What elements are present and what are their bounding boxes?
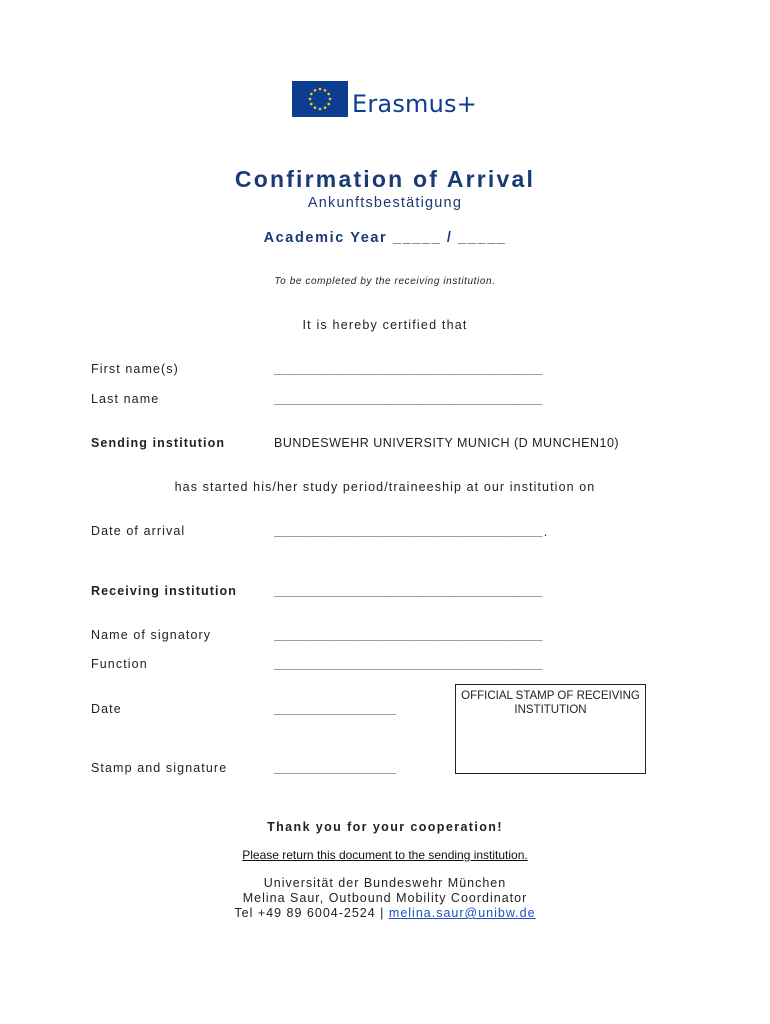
academic-year: Academic Year _____ / _____: [263, 230, 507, 246]
date-label: Date: [91, 702, 122, 716]
signatory-name-field[interactable]: ____________________________________________: [274, 633, 543, 644]
footer-contact-person: Melina Saur, Outbound Mobility Coordinator: [242, 891, 528, 905]
date-field[interactable]: ____________________: [274, 707, 397, 718]
signatory-name-label: Name of signatory: [91, 628, 212, 642]
email-link[interactable]: melina.saur@unibw.de: [388, 906, 536, 920]
thank-you-text: Thank you for your cooperation!: [267, 820, 503, 834]
first-name-label: First name(s): [91, 362, 179, 376]
eu-stars-icon: [292, 81, 348, 117]
sending-institution-value: BUNDESWEHR UNIVERSITY MUNICH (D MUNCHEN10): [274, 436, 620, 450]
date-of-arrival-field[interactable]: ____________________________________________.: [274, 529, 549, 540]
date-of-arrival-label: Date of arrival: [91, 524, 186, 538]
receiving-institution-field[interactable]: ____________________________________________: [274, 589, 543, 600]
page-title: Confirmation of Arrival: [234, 166, 536, 192]
stamp-signature-field[interactable]: ____________________: [274, 766, 397, 777]
footer-university: Universität der Bundeswehr München: [263, 876, 507, 890]
footer-contact-line: [0, 906, 770, 920]
eu-flag-icon: [292, 81, 348, 117]
sending-institution-label: Sending institution: [91, 436, 226, 450]
completion-note: To be completed by the receiving institution.: [274, 276, 496, 287]
stamp-signature-label: Stamp and signature: [91, 761, 228, 775]
function-label: Function: [91, 657, 148, 671]
last-name-label: Last name: [91, 392, 160, 406]
official-stamp-text: OFFICIAL STAMP OF RECEIVING INSTITUTION: [461, 690, 640, 716]
certified-statement: It is hereby certified that: [302, 318, 468, 332]
last-name-field[interactable]: ____________________________________________: [274, 397, 543, 408]
first-name-field[interactable]: ____________________________________________: [274, 367, 543, 378]
return-note: Please return this document to the sending institution.: [242, 848, 528, 862]
erasmus-logo-text: Erasmus+: [352, 90, 478, 118]
receiving-institution-label: Receiving institution: [91, 584, 238, 598]
footer-tel: Tel +49 89 6004-2524 |: [234, 906, 389, 920]
function-field[interactable]: ____________________________________________: [274, 662, 543, 673]
started-statement: has started his/her study period/traineeship at our institution on: [174, 480, 596, 494]
page-subtitle: Ankunftsbestätigung: [307, 195, 463, 211]
